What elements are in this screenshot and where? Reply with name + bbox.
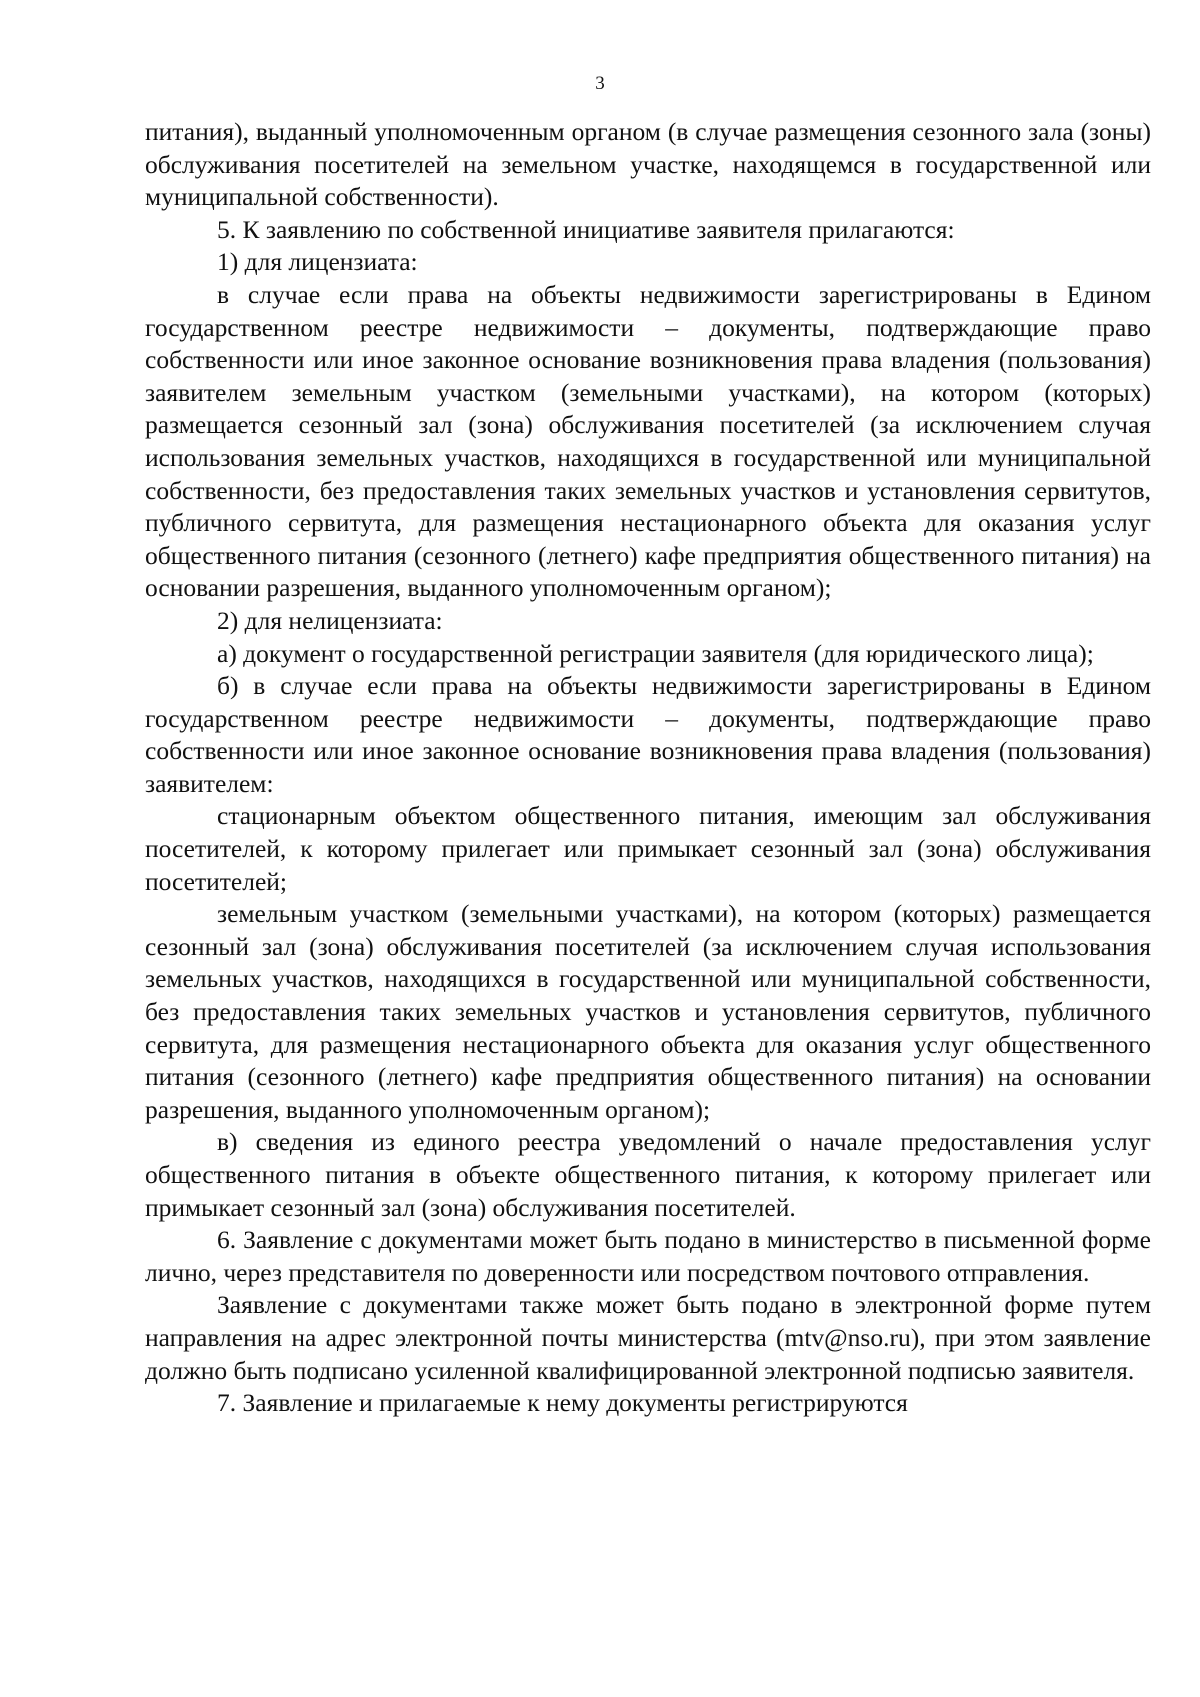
- paragraph-subitem-b: б) в случае если права на объекты недвижимости зарегистрированы в Едином государственном реестре недвижимости – документы, подтверждающие право собственности или иное законное основание возникновения права владения (пользования) заявителем:: [145, 671, 1151, 798]
- paragraph-item-6: 6. Заявление с документами может быть подано в министерство в письменной форме лично, через представителя по доверенности или посредством почтового отправления.: [145, 1225, 1151, 1287]
- document-body: [145, 116, 1151, 1420]
- paragraph-stationary-object: стационарным объектом общественного питания, имеющим зал обслуживания посетителей, к которому прилегает или примыкает сезонный зал (зона) обслуживания посетителей;: [145, 801, 1151, 896]
- paragraph-item-7: 7. Заявление и прилагаемые к нему документы регистрируются: [217, 1388, 908, 1418]
- paragraph-land-plot: земельным участком (земельными участками), на котором (которых) размещается сезонный зал (зона) обслуживания посетителей (за исключением случая использования земельных участков, находящихся в государственной или муниципальной собственности, без предоставления таких земельных участков и установления сервитутов, публичного сервитута, для размещения нестационарного объекта для оказания услуг общественного питания (сезонного (летнего) кафе предприятия общественного питания) на основании разрешения, выданного уполномоченным органом);: [145, 899, 1151, 1124]
- paragraph-subitem-v: в) сведения из единого реестра уведомлений о начале предоставления услуг общественного питания в объекте общественного питания, к которому прилегает или примыкает сезонный зал (зона) обслуживания посетителей.: [145, 1127, 1151, 1222]
- paragraph-non-licensee-heading: 2) для нелицензиата:: [217, 605, 443, 635]
- page-number: 3: [595, 73, 605, 94]
- paragraph-continuation: питания), выданный уполномоченным органом (в случае размещения сезонного зала (зоны) обслуживания посетителей на земельном участке, находящемся в государственной или муниципальной собственности).: [145, 117, 1151, 212]
- paragraph-licensee-documents: в случае если права на объекты недвижимости зарегистрированы в Едином государственном реестре недвижимости – документы, подтверждающие право собственности или иное законное основание возникновения права владения (пользования) заявителем земельным участком (земельными участками), на котором (которых) размещается сезонный зал (зона) обслуживания посетителей (за исключением случая использования земельных участков, находящихся в государственной или муниципальной собственности, без предоставления таких земельных участков и установления сервитутов, публичного сервитута, для размещения нестационарного объекта для оказания услуг общественного питания (сезонного (летнего) кафе предприятия общественного питания) на основании разрешения, выданного уполномоченным органом);: [145, 279, 1151, 603]
- paragraph-item-5: 5. К заявлению по собственной инициативе заявителя прилагаются:: [217, 214, 955, 244]
- paragraph-electronic-submission: Заявление с документами также может быть подано в электронной форме путем направления на адрес электронной почты министерства (mtv@nso.ru), при этом заявление должно быть подписано усиленной квалифицированной электронной подписью заявителя.: [145, 1290, 1151, 1385]
- paragraph-subitem-a: а) документ о государственной регистрации заявителя (для юридического лица);: [217, 638, 1094, 668]
- paragraph-licensee-heading: 1) для лицензиата:: [217, 247, 418, 277]
